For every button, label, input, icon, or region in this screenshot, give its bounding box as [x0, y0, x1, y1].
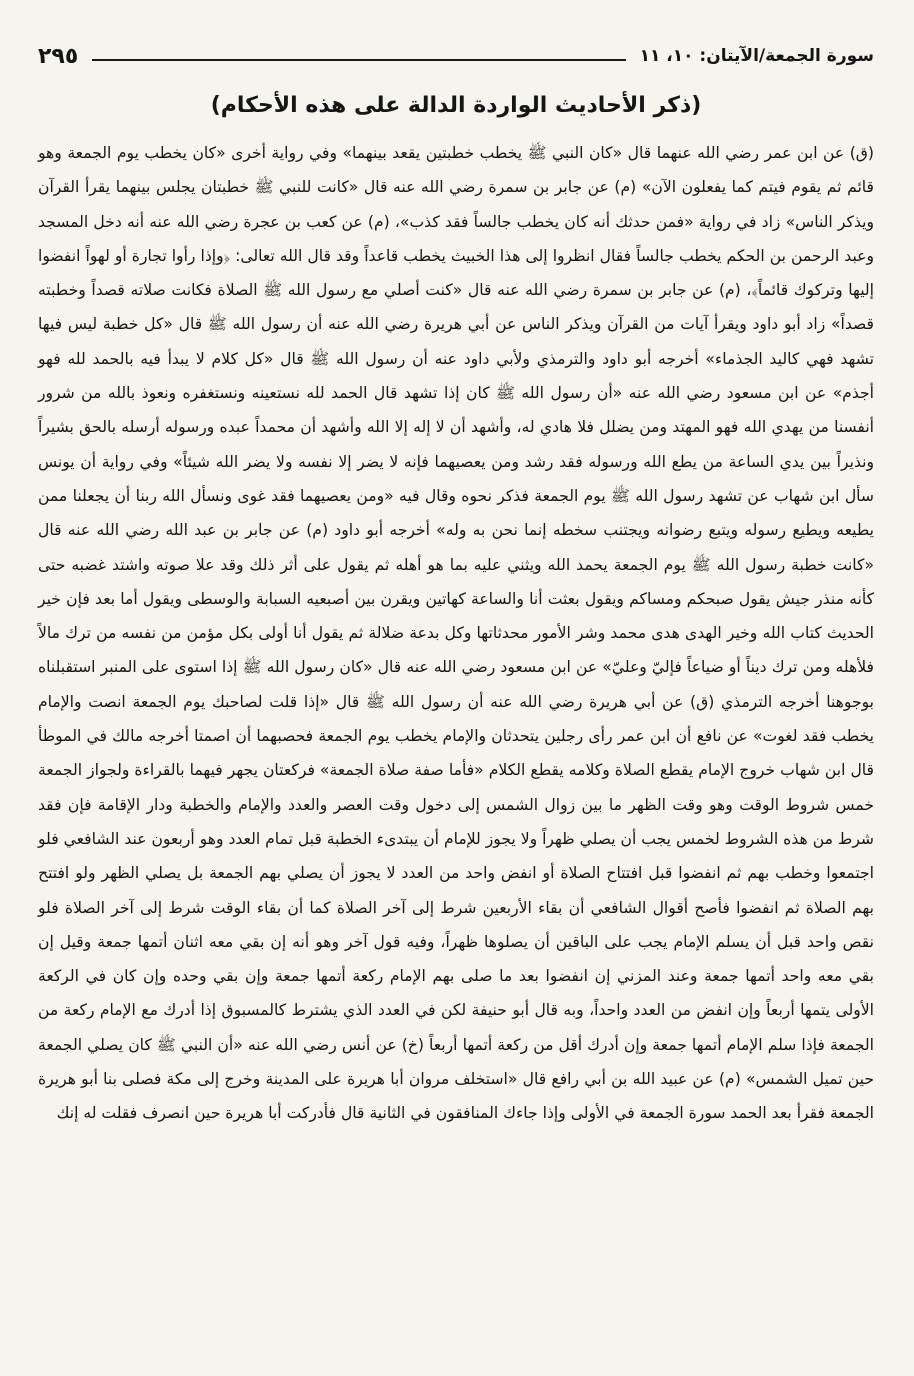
section-heading: (ذكر الأحاديث الواردة الدالة على هذه الأحكام)	[210, 93, 702, 118]
book-page	[38, 34, 874, 1354]
running-header	[38, 34, 874, 78]
header-rule	[92, 59, 625, 61]
page-number: ٢٩٥	[38, 43, 79, 69]
body-text	[38, 136, 874, 1131]
surah-title: سورة الجمعة/الآيتان: ١٠، ١١	[639, 46, 874, 66]
body-paragraph: (ق) عن ابن عمر رضي الله عنهما قال «كان النبي ﷺ يخطب خطبتين يقعد بينهما» وفي رواية أخرى «كان يخطب يوم الجمعة وهو قائم ثم يقوم فيتم كما يفعلون الآن» (م) عن جابر بن سمرة رضي الله عنه قال «كانت للنبي ﷺ خطبتان يجلس بينهما يقرأ القرآن ويذكر الناس» زاد في رواية «فمن حدثك أنه كان يخطب جالساً فقد كذب»، (م) عن كعب بن عجرة رضي الله عنه أنه دخل المسجد وعبد الرحمن بن الحكم يخطب جالساً فقال انظروا إلى هذا الخبيث يخطب قاعداً وقد قال الله تعالى: ﴿وإذا رأوا تجارة أو لهواً انفضوا إليها وتركوك قائماً﴾، (م) عن جابر بن سمرة رضي الله عنه قال «كنت أصلي مع رسول الله ﷺ الصلاة فكانت صلاته قصداً وخطبته قصداً» زاد أبو داود ويقرأ آيات من القرآن ويذكر الناس عن أبي هريرة رضي الله عنه أن رسول الله ﷺ قال «كل خطبة ليس فيها تشهد فهي كاليد الجذماء» أخرجه أبو داود والترمذي ولأبي داود عنه أن رسول الله ﷺ قال «كل كلام لا يبدأ فيه بالحمد لله فهو أجذم» عن ابن مسعود رضي الله عنه «أن رسول الله ﷺ كان إذا تشهد قال الحمد لله نستعينه ونستغفره ونعوذ بالله من شرور أنفسنا من يهدي الله فهو المهتد ومن يضلل فلا هادي له، وأشهد أن لا إله إلا الله وأشهد أن محمداً عبده ورسوله أرسله بالحق بشيراً ونذيراً بين يدي الساعة من يطع الله ورسوله فقد رشد ومن يعصيهما فإنه لا يضر إلا نفسه ولا يضر الله شيئاً» وفي رواية أن يونس سأل ابن شهاب عن تشهد رسول الله ﷺ يوم الجمعة فذكر نحوه وقال فيه «ومن يعصيهما فقد غوى ونسأل الله ربنا أن يجعلنا ممن يطيعه ويطيع رسوله ويتبع رضوانه ويجتنب سخطه إنما نحن به وله» أخرجه أبو داود (م) عن جابر بن عبد الله رضي الله عنه قال «كانت خطبة رسول الله ﷺ يوم الجمعة يحمد الله ويثني عليه بما هو أهله ثم يقول على أثر ذلك وقد علا صوته واشتد غضبه حتى كأنه منذر جيش يقول صبحكم ومساكم ويقول بعثت أنا والساعة كهاتين ويقرن بين أصبعيه السبابة والوسطى ويقول أما بعد فإن خير الحديث كتاب الله وخير الهدى هدى محمد وشر الأمور محدثاتها وكل بدعة ضلالة ثم يقول أنا أولى بكل مؤمن من نفسه من ترك مالاً فلأهله ومن ترك ديناً أو ضياعاً فإليّ وعليّ» عن ابن مسعود رضي الله عنه قال «كان رسول الله ﷺ إذا استوى على المنبر استقبلناه بوجوهنا أخرجه الترمذي (ق) عن أبي هريرة رضي الله عنه أن رسول الله ﷺ قال «إذا قلت لصاحبك يوم الجمعة انصت والإمام يخطب فقد لغوت» عن نافع أن ابن عمر رأى رجلين يتحدثان والإمام يخطب يوم الجمعة فحصبهما أن اصمتا أخرجه مالك في الموطأ قال ابن شهاب خروج الإمام يقطع الصلاة وكلامه يقطع الكلام «فأما صفة صلاة الجمعة» فركعتان يجهر فيهما بالقراءة ولجواز الجمعة خمس شروط الوقت وهو وقت الظهر ما بين زوال الشمس إلى دخول وقت العصر والعدد والإمام والخطبة ودار الإقامة فإن فقد شرط من هذه الشروط لخمس يجب أن يصلي ظهراً ولا يجوز للإمام أن يبتدىء الخطبة قبل تمام العدد وهو أربعون عند الشافعي فلو اجتمعوا وخطب بهم ثم انفضوا قبل افتتاح الصلاة أو انفض واحد من العدد لا يجوز أن يصلي بهم الجمعة بل يصلي الظهر ولو افتتح بهم الصلاة ثم انفضوا فأصح أقوال الشافعي أن بقاء الأربعين شرط إلى آخر الصلاة كما أن بقاء الوقت شرط إلى آخر الصلاة فلو نقص واحد قبل أن يسلم الإمام يجب على الباقين أن يصلوها ظهراً، وفيه قول آخر وهو أنه إن بقي معه اثنان أتمها جمعة وقيل إن بقي معه واحد أتمها جمعة وعند المزني إن انفضوا بعد ما صلى بهم الإمام ركعة أتمها جمعة وإن بقي وحده وإن كان في الركعة الأولى يتمها أربعاً وإن انفض من العدد واحداً، وبه قال أبو حنيفة لكن في العدد الذي يشترط كالمسبوق إذا أدرك مع الإمام ركعة من الجمعة فإذا سلم الإمام أتمها جمعة وإن أدرك أقل من ركعة أتمها أربعاً (خ) عن أنس رضي الله عنه «أن النبي ﷺ كان يصلي الجمعة حين تميل الشمس» (م) عن عبيد الله بن أبي رافع قال «استخلف مروان أبا هريرة على المدينة وخرج إلى مكة فصلى بنا أبو هريرة الجمعة فقرأ بعد الحمد سورة الجمعة في الأولى وإذا جاءك المنافقون في الثانية قال فأدركت أبا هريرة حين انصرف فقلت له إنك	[38, 144, 874, 1123]
